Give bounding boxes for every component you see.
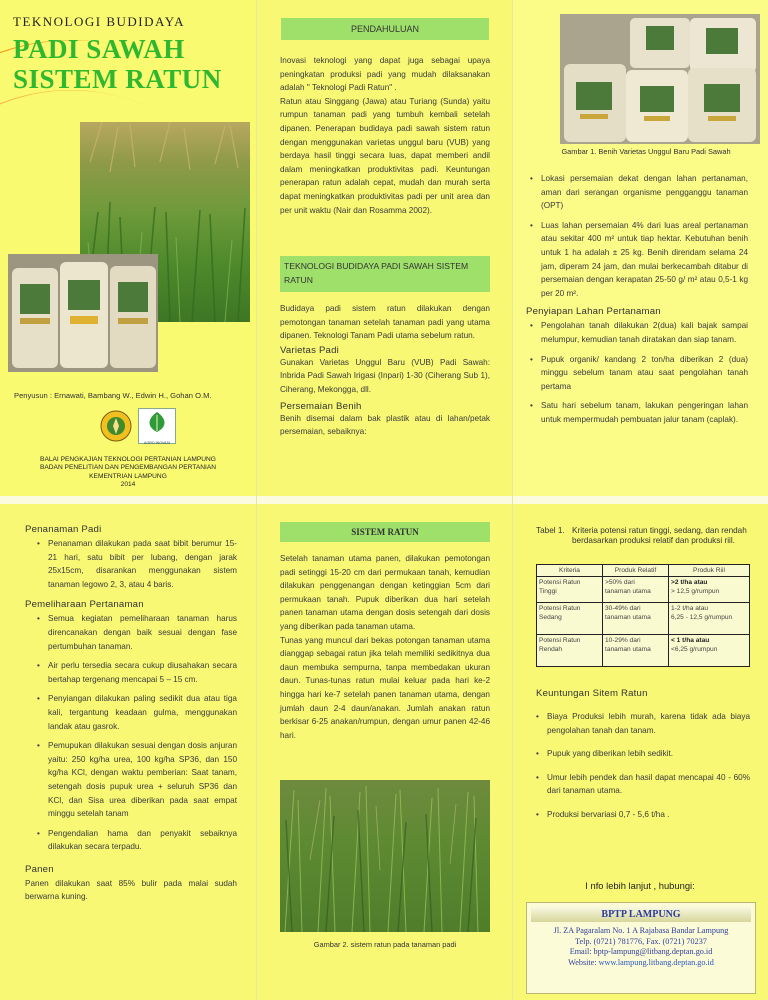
intro-heading-bar: [281, 18, 489, 40]
institution-block: [0, 456, 256, 490]
contact-phone: Telp. (0721) 781776, Fax. (0721) 70237: [575, 936, 707, 946]
maintenance-heading: Pemeliharaan Pertanaman: [25, 599, 144, 611]
table-label: Tabel 1.: [536, 526, 565, 535]
criteria-line: Potensi Ratun: [539, 605, 581, 612]
table-cell-criteria: [537, 635, 603, 667]
benefits-list: [536, 710, 750, 828]
tech-heading: TEKNOLOGI BUDIDAYA PADI SAWAH SISTEM RATUN: [284, 261, 469, 285]
maintenance-item: • Pemupukan dilakukan sesuai dengan dosis anjuran yaitu: 250 kg/ha urea, 100 kg/ha SP36, dan 150 kg/ha KCl, dengan waktu pemberian: Saat tanam, setengah dosis pupuk urea + seluruh SP36 dan KCl, dan Sisa urea diberikan pada saat empat minggu setelah tanam: [37, 739, 237, 821]
table-cell-real: [669, 577, 750, 603]
institution-line1: BALAI PENGKAJIAN TEKNOLOGI PERTANIAN LAMPUNG: [40, 456, 216, 463]
harvest-heading: Panen: [25, 863, 54, 875]
contact-email[interactable]: Email: bptp-lampung@litbang.deptan.go.id: [569, 947, 713, 957]
land-prep-item: • Satu hari sebelum tanam, lakukan pengeringan lahan untuk mempermudah pembuatan jalur tanam (caplak).: [530, 399, 748, 426]
intro-paragraph-2: Ratun atau Singgang (Jawa) atau Turiang (Sunda) yaitu rumpun tanaman padi yang tumbuh kembali setelah dipanen. Penerapan budidaya padi sawah sistem ratun dengan menggunakan varietas unggul baru (VUB) yang berdaya hasil tinggi secara luas, dapat memberi andil dalam meningkatkan produktivitas padi. Keuntungan penerapan ratun adalah cepat, mudah dan murah serta dapat meningkatkan produktivitas padi per unit area dan per unit waktu (Nair dan Rosamma 2002).: [280, 96, 490, 215]
benefits-heading: Keuntungan Sitem Ratun: [536, 688, 648, 699]
relative-line: tanaman utama: [605, 646, 651, 653]
nursery-list-block: [526, 172, 748, 433]
land-prep-item: • Pengolahan tanah dilakukan 2(dua) kali bajak sampai melumpur, kemudian tanah diratakan dan siap tanam.: [530, 319, 748, 346]
maintenance-item: • Semua kegiatan pemeliharaan tanaman harus direncanakan dengan baik sesuai dengan fase pertumbuhan tanaman.: [37, 612, 237, 653]
table-cell-criteria: [537, 603, 603, 635]
table-header-cell: Kriteria: [537, 565, 603, 577]
table-caption: [536, 526, 756, 547]
contact-address: Jl. ZA Pagaralam No. 1 A Rajabasa Bandar Lampung: [553, 926, 729, 935]
real-line: 1-2 t/ha atau: [671, 605, 709, 612]
varietas-heading: Varietas Padi: [280, 344, 339, 356]
institution-line3: KEMENTRIAN LAMPUNG: [89, 472, 167, 480]
table-cell-relative: [603, 577, 669, 603]
contact-box: [526, 902, 756, 994]
ratoon-panel: [256, 504, 512, 1000]
more-info-line: I nfo lebih lanjut , hubungi:: [585, 880, 695, 891]
ratoon-heading: SISTEM RATUN: [351, 527, 419, 537]
cover-title-line2: SISTEM RATUN: [13, 64, 222, 94]
seed-bags-photo: [8, 254, 158, 372]
ratoon-criteria-table: [536, 564, 750, 667]
maintenance-item: • Penyiangan dilakukan paling sedikit dua atau tiga kali, tergantung keadaan gulma, menggunakan landak atau gasrok.: [37, 692, 237, 733]
ratoon-paragraph-1: Setelah tanaman utama panen, dilakukan pemotongan padi setinggi 15-20 cm dari permukaan tanah, kemudian dilakukan penggenangan dengan ketinggian 5cm dari permukaan tanah. Pupuk diberikan dua hari setelah panen tanaman utama dengan dosis setengah dari dosis yang diberikan pada tanaman utama.: [280, 554, 490, 631]
maintenance-list: [37, 612, 237, 854]
real-line: > 12,5 g/rumpun: [671, 588, 720, 595]
table-cell-relative: [603, 603, 669, 635]
land-prep-list: [530, 319, 748, 426]
persemaian-heading: Persemaian Benih: [280, 400, 362, 412]
fold-gap: [0, 496, 768, 504]
planting-list: [37, 537, 237, 591]
ratoon-body: [280, 552, 490, 742]
benefits-panel: [512, 504, 768, 1000]
persemaian-text: Benih disemai dalam bak plastik atau di lahan/petak persemaian, sebaiknya:: [280, 413, 490, 437]
planting-panel: [0, 504, 256, 1000]
contact-details: [527, 926, 755, 968]
table-title: Kriteria potensi ratun tinggi, sedang, dan rendah berdasarkan produksi relatif dan produksi riil.: [572, 526, 747, 546]
relative-line: 10-29% dari: [605, 637, 641, 644]
contact-website-line: [527, 958, 755, 969]
planting-heading: Penanaman Padi: [25, 524, 102, 535]
criteria-line: Potensi Ratun: [539, 579, 581, 586]
table-header-cell: Produk Relatif: [603, 565, 669, 577]
tech-heading-bar: [280, 256, 490, 292]
criteria-line: Potensi Ratun: [539, 637, 581, 644]
maintenance-item: • Pengendalian hama dan penyakit sebaiknya dilakukan secara terpadu.: [37, 827, 237, 854]
benefit-item: • Biaya Produksi lebih murah, karena tidak ada biaya pengolahan tanah dan tanam.: [536, 710, 750, 737]
ratoon-heading-bar: [280, 522, 490, 542]
ratoon-field-photo: [280, 780, 490, 932]
seed-varieties-photo: [560, 14, 760, 144]
nursery-panel: [512, 0, 768, 496]
planting-body: [25, 524, 237, 904]
ratoon-paragraph-2: Tunas yang muncul dari bekas potongan tanaman utama dianggap sebagai ratun jika telah memiliki sedikitnya dua daun membuka sempurna, tanpa membedakan ukuran daun. Tunas-tunas ratun mulai keluar pada hari ke-2 hingga hari ke-7 setelah panen tanaman utama, dengan jumlah daun 2-4 daun/anakan. Jumlah anakan ratun berkisar 6-25 anakan/rumpun, dengan umur panen 42-46 hari.: [280, 635, 490, 740]
contact-box-title: BPTP LAMPUNG: [601, 909, 681, 920]
table-row: [537, 635, 750, 667]
nursery-list: [530, 172, 748, 300]
figure1-caption: Gambar 1. Benih Varietas Unggul Baru Padi Sawah: [561, 147, 731, 156]
cover-panel: [0, 0, 256, 496]
table-header-cell: Produk Riil: [669, 565, 750, 577]
land-prep-item: • Pupuk organik/ kandang 2 ton/ha diberikan 2 (dua) minggu sebelum tanam atau saat pengolahan tanah pertama: [530, 353, 748, 394]
fold-line: [512, 0, 513, 1000]
table-cell-real: [669, 635, 750, 667]
intro-panel: [256, 0, 512, 496]
intro-body: [280, 54, 490, 217]
criteria-line: Tinggi: [539, 588, 557, 595]
ministry-logo: [100, 410, 132, 442]
criteria-line: Rendah: [539, 646, 563, 653]
website-link[interactable]: www.lampung.litbang.deptan.go.id: [598, 957, 714, 967]
fold-line: [256, 0, 257, 1000]
tech-paragraph: Budidaya padi sistem ratun dilakukan dengan pemotongan tanaman setelah tanaman padi yang utama dipanen. Teknologi Tanam Padi utama sebelum ratun.: [280, 304, 490, 341]
intro-heading: PENDAHULUAN: [350, 24, 419, 34]
table-row: [537, 577, 750, 603]
harvest-text: Panen dilakukan saat 85% bulir pada malai sudah berwarna kuning.: [25, 878, 237, 902]
cover-title-line1: PADI SAWAH: [13, 34, 185, 64]
nursery-item: • Lokasi persemaian dekat dengan lahan pertanaman, aman dari serangan organisme pengganggu tanaman (OPT): [530, 172, 748, 213]
authors-line: Penyusun : Ernawati, Bambang W., Edwin H., Gohan O.M.: [14, 391, 212, 400]
real-line: <6,25 g/rumpun: [671, 646, 718, 653]
benefit-item: • Umur lebih pendek dan hasil dapat mencapai 40 - 60% dari tanaman utama.: [536, 771, 750, 798]
nursery-item: • Luas lahan persemaian 4% dari luas areal pertanaman atau sekitar 400 m² untuk tiap hektar. Kebutuhan benih untuk 1 ha adalah ± 25 kg. Benih direndam selama 24 jam, diperam 24 jam, dan mulai berkecambah ditabur di persemaian dengan kerapatan 25-50 g/ m² atau 0,5-1 kg per 20 m².: [530, 219, 748, 301]
land-prep-heading: Penyiapan Lahan Pertanaman: [526, 306, 661, 318]
table-cell-criteria: [537, 577, 603, 603]
figure2-caption: Gambar 2. sistem ratun pada tanaman padi: [313, 940, 457, 949]
relative-line: tanaman utama: [605, 614, 651, 621]
real-line: >2 t/ha atau: [671, 579, 708, 586]
agro-inovasi-logo-label: AGRO INOVASI: [144, 441, 170, 445]
cover-kicker: TEKNOLOGI BUDIDAYA: [13, 14, 186, 29]
real-line: 6,25 - 12,5 g/rumpun: [671, 614, 733, 621]
relative-line: tanaman utama: [605, 588, 651, 595]
intro-paragraph-1: Inovasi teknologi yang dapat juga sebagai upaya peningkatan produksi padi yang mudah dilaksanakan adalah " Teknologi Padi Ratun" .: [280, 56, 490, 93]
agro-inovasi-logo: [138, 408, 176, 444]
table-header-row: [537, 565, 750, 577]
table-cell-relative: [603, 635, 669, 667]
relative-line: >50% dari: [605, 579, 635, 586]
website-label: Website:: [568, 957, 599, 967]
planting-item: • Penanaman dilakukan pada saat bibit berumur 15-21 hari, satu bibit per lubang, dengan jarak 25x15cm, disarankan menggunakan sistem tanaman legowo 2, 3, atau 4 baris.: [37, 537, 237, 591]
real-line: < 1 t/ha atau: [671, 637, 710, 644]
table-row: [537, 603, 750, 635]
tech-body: [280, 302, 490, 439]
table-cell-real: [669, 603, 750, 635]
criteria-line: Sedang: [539, 614, 562, 621]
publication-year: 2014: [120, 481, 136, 489]
contact-box-title-bar: [531, 907, 751, 922]
benefit-item: • Pupuk yang diberikan lebih sedikit.: [536, 747, 750, 761]
maintenance-item: • Air perlu tersedia secara cukup diusahakan secara bertahap tergenang mencapai 5 – 15 cm.: [37, 659, 237, 686]
institution-line2: BADAN PENELITIAN DAN PENGEMBANGAN PERTANIAN: [40, 464, 216, 472]
benefit-item: • Produksi bervariasi 0,7 - 5,6 t/ha .: [536, 808, 750, 822]
relative-line: 30-49% dari: [605, 605, 641, 612]
varietas-text: Gunakan Varietas Unggul Baru (VUB) Padi Sawah: Inbrida Padi Sawah Irigasi (Inpari) 1-30 (Ciherang Sub 1), Ciherang, Mekongga, dll.: [280, 357, 490, 394]
